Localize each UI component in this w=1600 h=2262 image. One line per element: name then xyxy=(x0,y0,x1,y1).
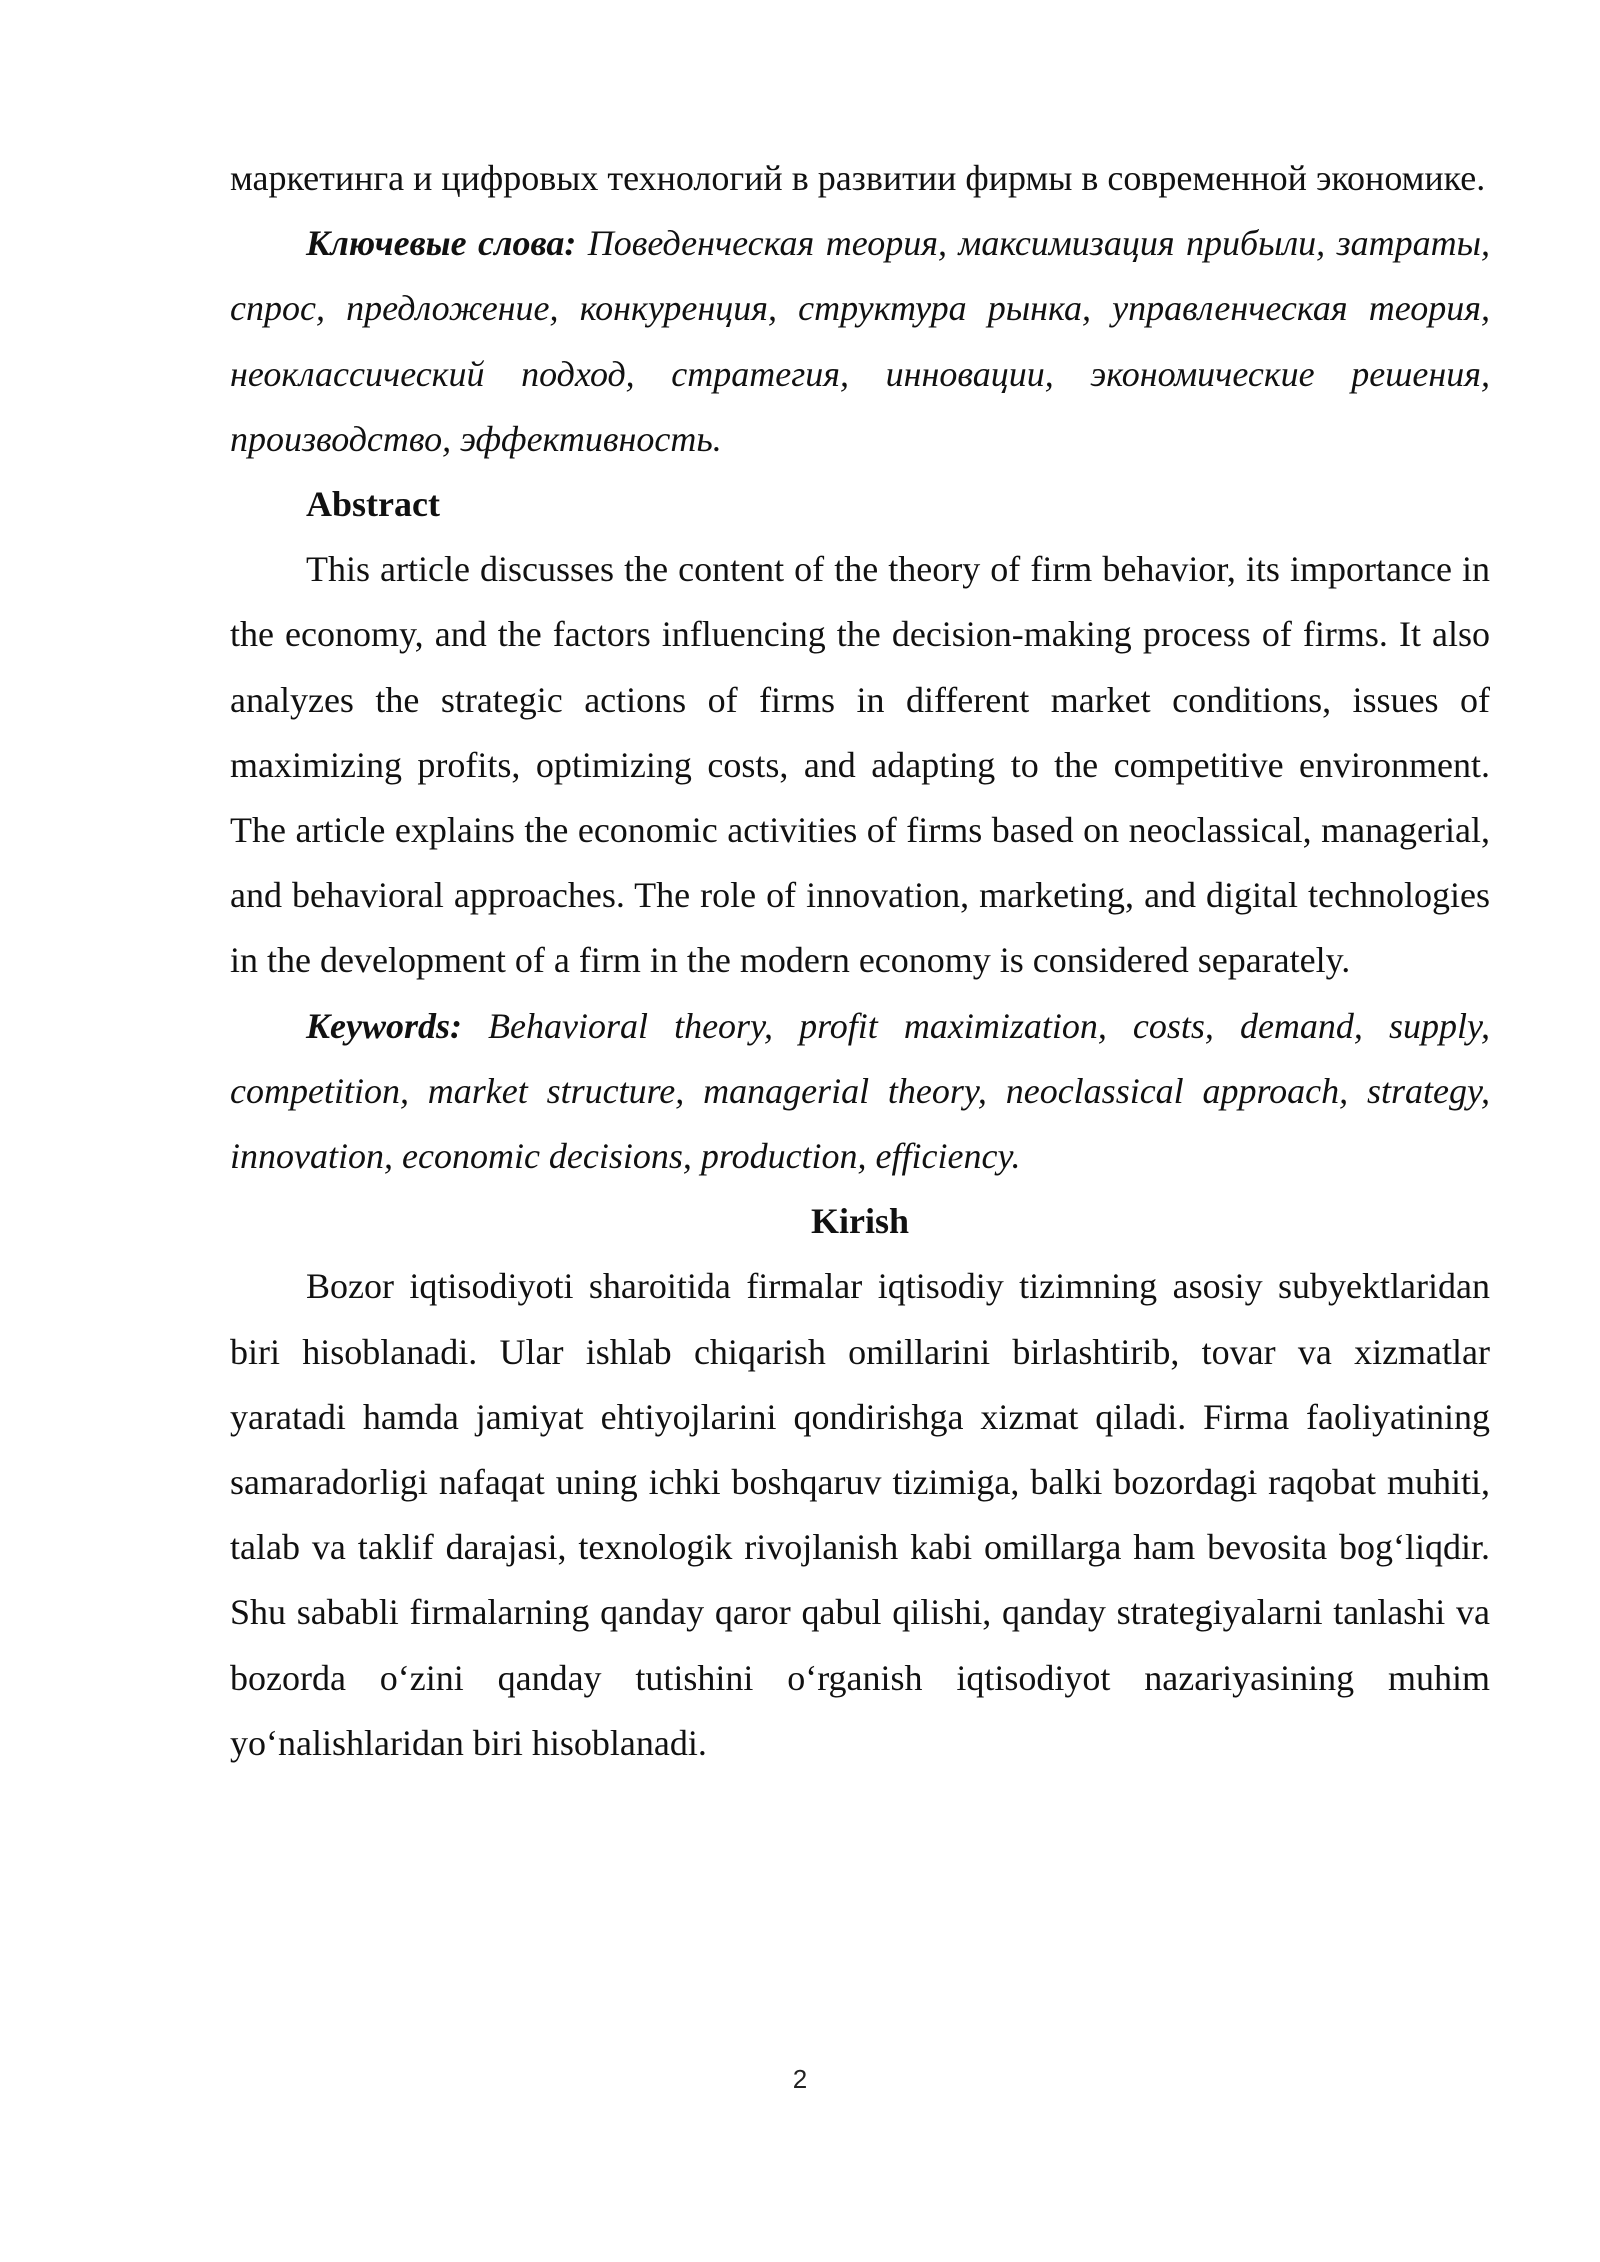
kirish-heading: Kirish xyxy=(810,1201,909,1242)
english-keywords-label: Keywords: xyxy=(306,1005,462,1046)
russian-abstract-continuation: маркетинга и цифровых технологий в развитии фирмы в современной экономике. xyxy=(230,158,1486,198)
abstract-heading: Abstract xyxy=(306,484,440,525)
kirish-body: Bozor iqtisodiyoti sharoitida firmalar iqtisodiy tizimning asosiy subyektlaridan biri hisoblanadi. Ular ishlab chiqarish omillarini birlashtirib, tovar va xizmatlar yaratadi hamda jamiyat ehtiyojlarini qondirishga xizmat qiladi. Firma faoliyatining samaradorligi nafaqat uning ichki boshqaruv tizimiga, balki bozordagi raqobat muhiti, talab va taklif darajasi, texnologik rivojlanish kabi omillarga ham bevosita bog‘liqdir. Shu sababli firmalarning qanday qaror qabul qilishi, qanday strategiyalarni tanlashi va bozorda o‘zini qanday tutishini o‘rganish iqtisodiyot nazariyasining muhim yo‘nalishlaridan biri hisoblanadi. xyxy=(230,1266,1490,1763)
english-keywords-paragraph xyxy=(230,994,1490,1190)
english-keywords-text: Behavioral theory, profit maximization, costs, demand, supply, competition, market structure, managerial theory, neoclassical approach, strategy, innovation, economic decisions, production, efficiency. xyxy=(230,1005,1490,1177)
page-number: 2 xyxy=(792,2064,808,2094)
page-content xyxy=(230,146,1490,1776)
russian-keywords-paragraph xyxy=(230,211,1490,472)
abstract-body: This article discusses the content of the theory of firm behavior, its importance in the economy, and the factors influencing the decision-making process of firms. It also analyzes the strategic actions of firms in different market conditions, issues of maximizing profits, optimizing costs, and adapting to the competitive environment. The article explains the economic activities of firms based on neoclassical, managerial, and behavioral approaches. The role of innovation, marketing, and digital technologies in the development of a firm in the modern economy is considered separately. xyxy=(230,549,1490,981)
russian-keywords-label: Ключевые слова: xyxy=(306,223,577,264)
russian-keywords-text: Поведенческая теория, максимизация прибыли, затраты, спрос, предложение, конкуренция, структура рынка, управленческая теория, неоклассический подход, стратегия, инновации, экономические решения, производство, эффективность. xyxy=(230,223,1491,459)
